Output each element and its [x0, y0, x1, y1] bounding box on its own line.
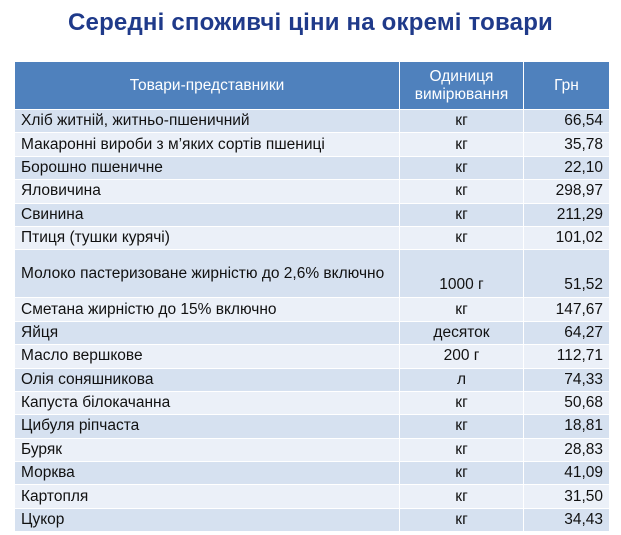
unit-cell: кг [400, 110, 524, 133]
unit-cell: кг [400, 133, 524, 156]
table-header-row [15, 62, 610, 110]
price-cell: 298,97 [524, 180, 610, 203]
table-row [15, 133, 610, 156]
product-name-cell: Яловичина [15, 180, 400, 203]
price-cell: 51,52 [524, 250, 610, 298]
unit-cell: кг [400, 180, 524, 203]
table-row [15, 110, 610, 133]
product-name-cell: Яйця [15, 321, 400, 344]
unit-cell: л [400, 368, 524, 391]
price-cell: 41,09 [524, 462, 610, 485]
product-name-cell: Капуста білокачанна [15, 391, 400, 414]
unit-cell: десяток [400, 321, 524, 344]
table-row [15, 438, 610, 461]
product-name-cell: Птиця (тушки курячі) [15, 226, 400, 249]
price-cell: 22,10 [524, 156, 610, 179]
price-cell: 31,50 [524, 485, 610, 508]
unit-cell: кг [400, 203, 524, 226]
table-row [15, 415, 610, 438]
column-header-unit: Одиниця вимірювання [400, 62, 524, 110]
product-name-cell: Макаронні вироби з м’яких сортів пшениці [15, 133, 400, 156]
table-row [15, 462, 610, 485]
price-cell: 28,83 [524, 438, 610, 461]
table-row [15, 345, 610, 368]
table-row [15, 250, 610, 298]
prices-table [14, 61, 610, 532]
unit-cell: 1000 г [400, 250, 524, 298]
unit-cell: 200 г [400, 345, 524, 368]
price-cell: 101,02 [524, 226, 610, 249]
price-cell: 35,78 [524, 133, 610, 156]
product-name-cell: Сметана жирністю до 15% включно [15, 298, 400, 321]
unit-cell: кг [400, 438, 524, 461]
table-row [15, 391, 610, 414]
product-name-cell: Морква [15, 462, 400, 485]
unit-cell: кг [400, 508, 524, 531]
price-cell: 64,27 [524, 321, 610, 344]
price-cell: 112,71 [524, 345, 610, 368]
table-row [15, 298, 610, 321]
unit-cell: кг [400, 391, 524, 414]
price-cell: 18,81 [524, 415, 610, 438]
table-row [15, 203, 610, 226]
product-name-cell: Олія соняшникова [15, 368, 400, 391]
table-row [15, 508, 610, 531]
unit-cell: кг [400, 156, 524, 179]
price-cell: 50,68 [524, 391, 610, 414]
table-row [15, 321, 610, 344]
price-cell: 34,43 [524, 508, 610, 531]
product-name-cell: Картопля [15, 485, 400, 508]
unit-cell: кг [400, 485, 524, 508]
page-title: Середні споживчі ціни на окремі товари [67, 9, 554, 36]
product-name-cell: Цукор [15, 508, 400, 531]
table-row [15, 180, 610, 203]
product-name-cell: Борошно пшеничне [15, 156, 400, 179]
column-header-price: Грн [524, 62, 610, 110]
price-cell: 147,67 [524, 298, 610, 321]
table-row [15, 156, 610, 179]
product-name-cell: Масло вершкове [15, 345, 400, 368]
table-row [15, 485, 610, 508]
product-name-cell: Хліб житній, житньо-пшеничний [15, 110, 400, 133]
price-cell: 211,29 [524, 203, 610, 226]
product-name-cell: Молоко пастеризоване жирністю до 2,6% включно [15, 250, 400, 298]
unit-cell: кг [400, 415, 524, 438]
unit-cell: кг [400, 462, 524, 485]
product-name-cell: Буряк [15, 438, 400, 461]
product-name-cell: Цибуля ріпчаста [15, 415, 400, 438]
product-name-cell: Свинина [15, 203, 400, 226]
column-header-product: Товари-представники [15, 62, 400, 110]
unit-cell: кг [400, 298, 524, 321]
table-row [15, 226, 610, 249]
unit-cell: кг [400, 226, 524, 249]
price-cell: 66,54 [524, 110, 610, 133]
table-row [15, 368, 610, 391]
price-cell: 74,33 [524, 368, 610, 391]
